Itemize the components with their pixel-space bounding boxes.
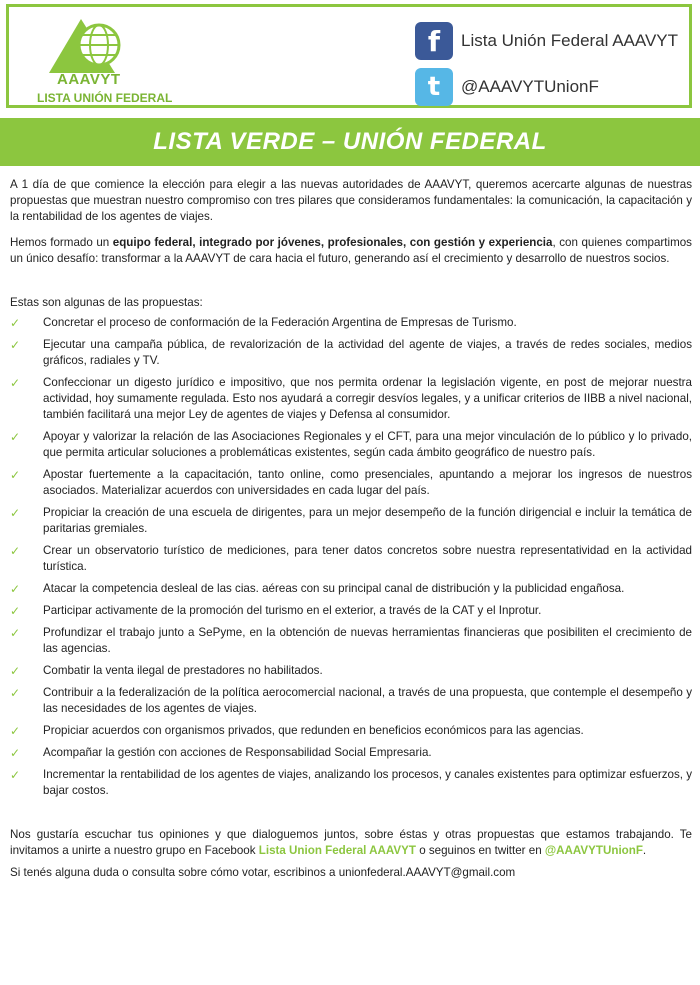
proposal-text: Propiciar la creación de una escuela de dirigentes, para un mejor desempeño de la función dirigencial e incluir la temática de paritarias gremiales. bbox=[43, 506, 692, 535]
contact-paragraph: Si tenés alguna duda o consulta sobre cómo votar, escribinos a unionfederal.AAAVYT@gmail.com bbox=[10, 866, 516, 879]
proposal-text: Atacar la competencia desleal de las cias. aéreas con su principal canal de distribución y la publicidad engañosa. bbox=[43, 582, 625, 595]
checkmark-icon: ✓ bbox=[10, 338, 21, 352]
proposal-item bbox=[10, 663, 692, 679]
checkmark-icon: ✓ bbox=[10, 468, 21, 482]
proposal-text: Apoyar y valorizar la relación de las Asociaciones Regionales y el CFT, para una mejor vinculación de lo público y lo privado, que permita articular soluciones a problemáticas existentes, según cada ámbito geográfico de nuestro país. bbox=[43, 430, 692, 459]
proposal-item bbox=[10, 685, 692, 717]
proposal-text: Crear un observatorio turístico de mediciones, para tener datos concretos sobre nuestra representatividad en la actividad turística. bbox=[43, 544, 692, 573]
checkmark-icon: ✓ bbox=[10, 686, 21, 700]
proposal-text: Ejecutar una campaña pública, de revalorización de la actividad del agente de viajes, a través de redes sociales, medios gráficos, radiales y TV. bbox=[43, 338, 692, 367]
checkmark-icon: ✓ bbox=[10, 626, 21, 640]
checkmark-icon: ✓ bbox=[10, 768, 21, 782]
proposal-text: Apostar fuertemente a la capacitación, tanto online, como presenciales, apuntando a mejorar los ingresos de nuestros asociados. Materializar acuerdos con universidades en cada lugar del país. bbox=[43, 468, 692, 497]
closing-text-mid: o seguinos en twitter en bbox=[415, 844, 545, 857]
checkmark-icon: ✓ bbox=[10, 664, 21, 678]
proposal-item bbox=[10, 505, 692, 537]
proposal-item bbox=[10, 375, 692, 423]
proposal-text: Propiciar acuerdos con organismos privados, que redunden en beneficios económicos para las agencias. bbox=[43, 724, 584, 737]
header bbox=[6, 4, 692, 108]
facebook-link[interactable] bbox=[415, 21, 678, 61]
proposal-text: Participar activamente de la promoción del turismo en el exterior, a través de la CAT y el Inprotur. bbox=[43, 604, 542, 617]
checkmark-icon: ✓ bbox=[10, 316, 21, 330]
proposal-item bbox=[10, 543, 692, 575]
proposal-item bbox=[10, 581, 692, 597]
closing-text-end: . bbox=[642, 844, 647, 857]
proposal-item bbox=[10, 723, 692, 739]
closing-text-start: Nos gustaría escuchar tus opiniones y que dialoguemos juntos, sobre éstas y otras propuestas que estamos trabajando. Te invitamos a unirte a nuestro grupo en Facebook bbox=[10, 828, 692, 857]
twitter-icon[interactable]: t bbox=[415, 68, 453, 106]
twitter-handle-link[interactable]: @AAAVYTUnionF bbox=[544, 844, 643, 857]
proposal-text: Confeccionar un digesto jurídico e impositivo, que nos permita ordenar la legislación vigente, en post de mejorar nuestra actividad, hoy sumamente regulada. Esto nos ayudará a corregir desvíos legales, y a unificar criterios de IIBB a nivel nacional, también facilitará una mejor Ley de agentes de viajes y Defensa al consumidor. bbox=[43, 376, 692, 421]
checkmark-icon: ✓ bbox=[10, 724, 21, 738]
title-banner bbox=[0, 118, 700, 166]
proposal-text: Profundizar el trabajo junto a SePyme, en la obtención de nuevas herramientas financieras que posibiliten el crecimiento de las agencias. bbox=[43, 626, 692, 655]
proposals-list bbox=[10, 315, 692, 799]
logo-subtitle: LISTA UNIÓN FEDERAL bbox=[37, 91, 173, 105]
facebook-group-link[interactable]: Lista Union Federal AAAVYT bbox=[258, 844, 416, 857]
facebook-label[interactable]: Lista Unión Federal AAAVYT bbox=[461, 31, 679, 50]
proposal-text: Contribuir a la federalización de la política aerocomercial nacional, a través de una propuesta, que contemple el desempeño y las necesidades de los agentes de viajes. bbox=[43, 686, 692, 715]
proposal-text: Combatir la venta ilegal de prestadores no habilitados. bbox=[43, 664, 323, 677]
team-paragraph bbox=[10, 235, 692, 267]
proposal-text: Concretar el proceso de conformación de la Federación Argentina de Empresas de Turismo. bbox=[43, 316, 517, 329]
twitter-link[interactable] bbox=[415, 67, 599, 107]
closing-paragraph bbox=[10, 827, 692, 859]
proposals-lead: Estas son algunas de las propuestas: bbox=[10, 296, 203, 309]
proposal-item bbox=[10, 315, 692, 331]
checkmark-icon: ✓ bbox=[10, 544, 21, 558]
proposal-item bbox=[10, 767, 692, 799]
team-text-bold: equipo federal, integrado por jóvenes, profesionales, con gestión y experiencia bbox=[112, 236, 553, 249]
proposal-item bbox=[10, 337, 692, 369]
checkmark-icon: ✓ bbox=[10, 582, 21, 596]
twitter-label[interactable]: @AAAVYTUnionF bbox=[461, 77, 599, 96]
proposal-text: Acompañar la gestión con acciones de Responsabilidad Social Empresaria. bbox=[43, 746, 432, 759]
facebook-icon[interactable]: f bbox=[415, 22, 453, 60]
proposal-item bbox=[10, 429, 692, 461]
checkmark-icon: ✓ bbox=[10, 604, 21, 618]
checkmark-icon: ✓ bbox=[10, 506, 21, 520]
team-text-start: Hemos formado un bbox=[10, 236, 113, 249]
document-body bbox=[10, 177, 692, 881]
page-title: LISTA VERDE – UNIÓN FEDERAL bbox=[153, 128, 547, 155]
globe-logo-icon bbox=[41, 15, 141, 77]
proposal-item bbox=[10, 603, 692, 619]
logo-name: AAAVYT bbox=[57, 71, 121, 88]
logo bbox=[27, 15, 197, 105]
team-text-end: , con quienes compartimos un único desafío: transformar a la AAAVYT de cara hacia el futuro, generando así el crecimiento y desarrollo de nuestros socios. bbox=[10, 236, 692, 265]
checkmark-icon: ✓ bbox=[10, 430, 21, 444]
proposal-item bbox=[10, 745, 692, 761]
proposal-item bbox=[10, 625, 692, 657]
proposal-text: Incrementar la rentabilidad de los agentes de viajes, analizando los procesos, y canales existentes para optimizar esfuerzos, y bajar costos. bbox=[43, 768, 692, 797]
checkmark-icon: ✓ bbox=[10, 746, 21, 760]
checkmark-icon: ✓ bbox=[10, 376, 21, 390]
intro-paragraph: A 1 día de que comience la elección para elegir a las nuevas autoridades de AAAVYT, queremos acercarte algunas de nuestras propuestas que muestran nuestro compromiso con tres pilares que consideramos fundamentales: la comunicación, la capacitación y la rentabilidad de los agentes de viajes. bbox=[10, 178, 692, 223]
proposal-item bbox=[10, 467, 692, 499]
